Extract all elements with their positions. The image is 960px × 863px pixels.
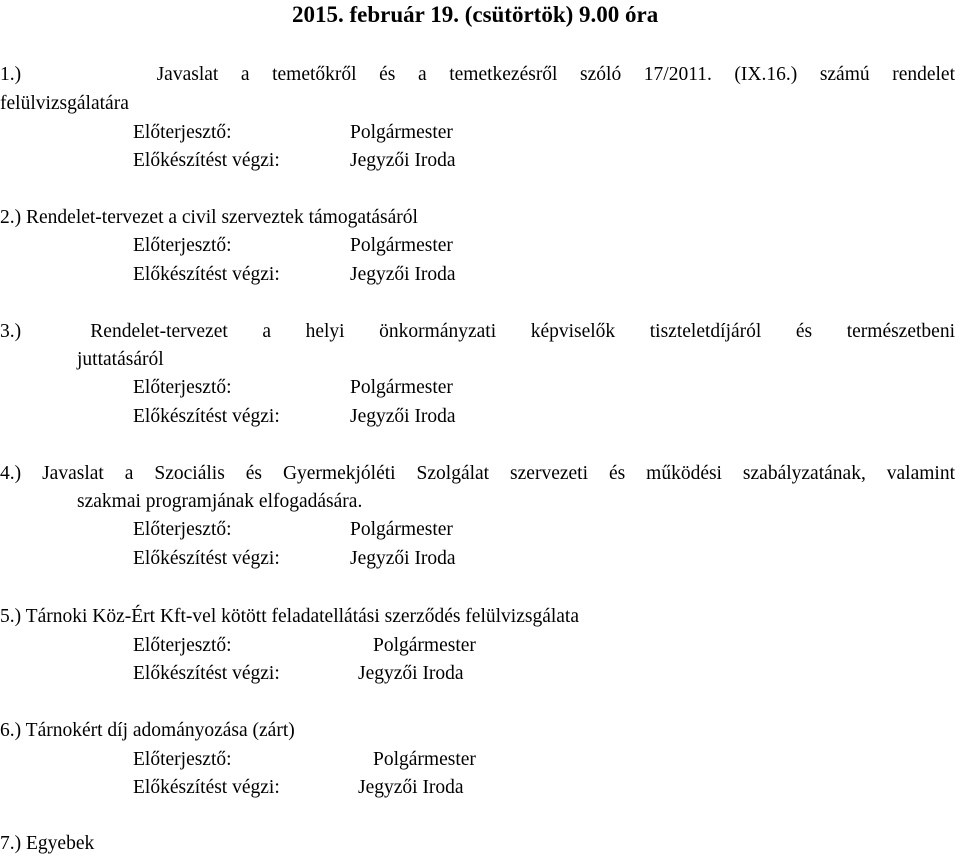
- agenda-item-4-title: [0, 460, 955, 488]
- preparer-label: Előkészítést végzi:: [133, 150, 280, 171]
- preparer-label: Előkészítést végzi:: [133, 548, 280, 569]
- preparer-label: Előkészítést végzi:: [133, 264, 280, 285]
- document-heading: 2015. február 19. (csütörtök) 9.00 óra: [292, 2, 659, 27]
- agenda-item-6-title-line1: Tárnokért díj adományozása (zárt): [25, 720, 295, 741]
- agenda-item-6-title: [0, 717, 295, 745]
- agenda-item-2-presenter: Polgármester: [350, 235, 453, 256]
- agenda-item-5-presenter: Polgármester: [373, 635, 476, 656]
- agenda-item-3-presenter: Polgármester: [350, 377, 453, 398]
- preparer-label: Előkészítést végzi:: [133, 777, 280, 798]
- agenda-item-4-number: 4.): [0, 463, 22, 484]
- agenda-item-2-number: 2.): [0, 207, 22, 228]
- agenda-item-7-title: [0, 830, 94, 858]
- agenda-item-3-title: [0, 318, 955, 346]
- agenda-item-1-title-line2: felülvizsgálatára: [0, 93, 129, 114]
- presenter-label: Előterjesztő:: [133, 122, 232, 143]
- agenda-item-1-preparer: Jegyzői Iroda: [350, 150, 456, 171]
- presenter-label: Előterjesztő:: [133, 235, 232, 256]
- agenda-item-5-number: 5.): [0, 606, 22, 627]
- agenda-item-1-presenter: Polgármester: [350, 122, 453, 143]
- presenter-label: Előterjesztő:: [133, 635, 232, 656]
- preparer-label: Előkészítést végzi:: [133, 406, 280, 427]
- agenda-item-4-preparer: Jegyzői Iroda: [350, 548, 456, 569]
- agenda-item-6-preparer: Jegyzői Iroda: [358, 777, 464, 798]
- agenda-item-3-number: 3.): [0, 321, 22, 342]
- agenda-item-7-number: 7.): [0, 833, 22, 854]
- preparer-label: Előkészítést végzi:: [133, 663, 280, 684]
- agenda-item-4-title-line2: szakmai programjának elfogadására.: [77, 491, 363, 512]
- agenda-item-3-title-line2: juttatásáról: [77, 349, 164, 370]
- agenda-item-5-title-line1: Tárnoki Köz-Ért Kft-vel kötött feladatellátási szerződés felülvizsgálata: [25, 606, 580, 627]
- agenda-item-2-title: [0, 204, 418, 232]
- agenda-item-5-title: [0, 603, 579, 631]
- agenda-item-6-number: 6.): [0, 720, 22, 741]
- agenda-item-2-title-line1: Rendelet-tervezet a civil szerveztek támogatásáról: [26, 207, 418, 228]
- agenda-item-1-title: [0, 61, 955, 89]
- agenda-item-2-preparer: Jegyzői Iroda: [350, 264, 456, 285]
- agenda-item-4-title-line1: Javaslat a Szociális és Gyermekjóléti Szolgálat szervezeti és működési szabályzatának, valamint: [42, 463, 956, 484]
- agenda-item-7-title-line1: Egyebek: [26, 833, 95, 854]
- agenda-item-1-title-line1: Javaslat a temetőkről és a temetkezésről szóló 17/2011. (IX.16.) számú rendelet: [156, 64, 955, 85]
- agenda-item-6-presenter: Polgármester: [373, 749, 476, 770]
- presenter-label: Előterjesztő:: [133, 519, 232, 540]
- agenda-item-5-preparer: Jegyzői Iroda: [358, 663, 464, 684]
- agenda-item-3-title-line1: Rendelet-tervezet a helyi önkormányzati képviselők tiszteletdíjáról és természetbeni: [90, 321, 955, 342]
- agenda-item-4-presenter: Polgármester: [350, 519, 453, 540]
- agenda-item-3-preparer: Jegyzői Iroda: [350, 406, 456, 427]
- agenda-item-1-number: 1.): [0, 64, 22, 85]
- presenter-label: Előterjesztő:: [133, 377, 232, 398]
- presenter-label: Előterjesztő:: [133, 749, 232, 770]
